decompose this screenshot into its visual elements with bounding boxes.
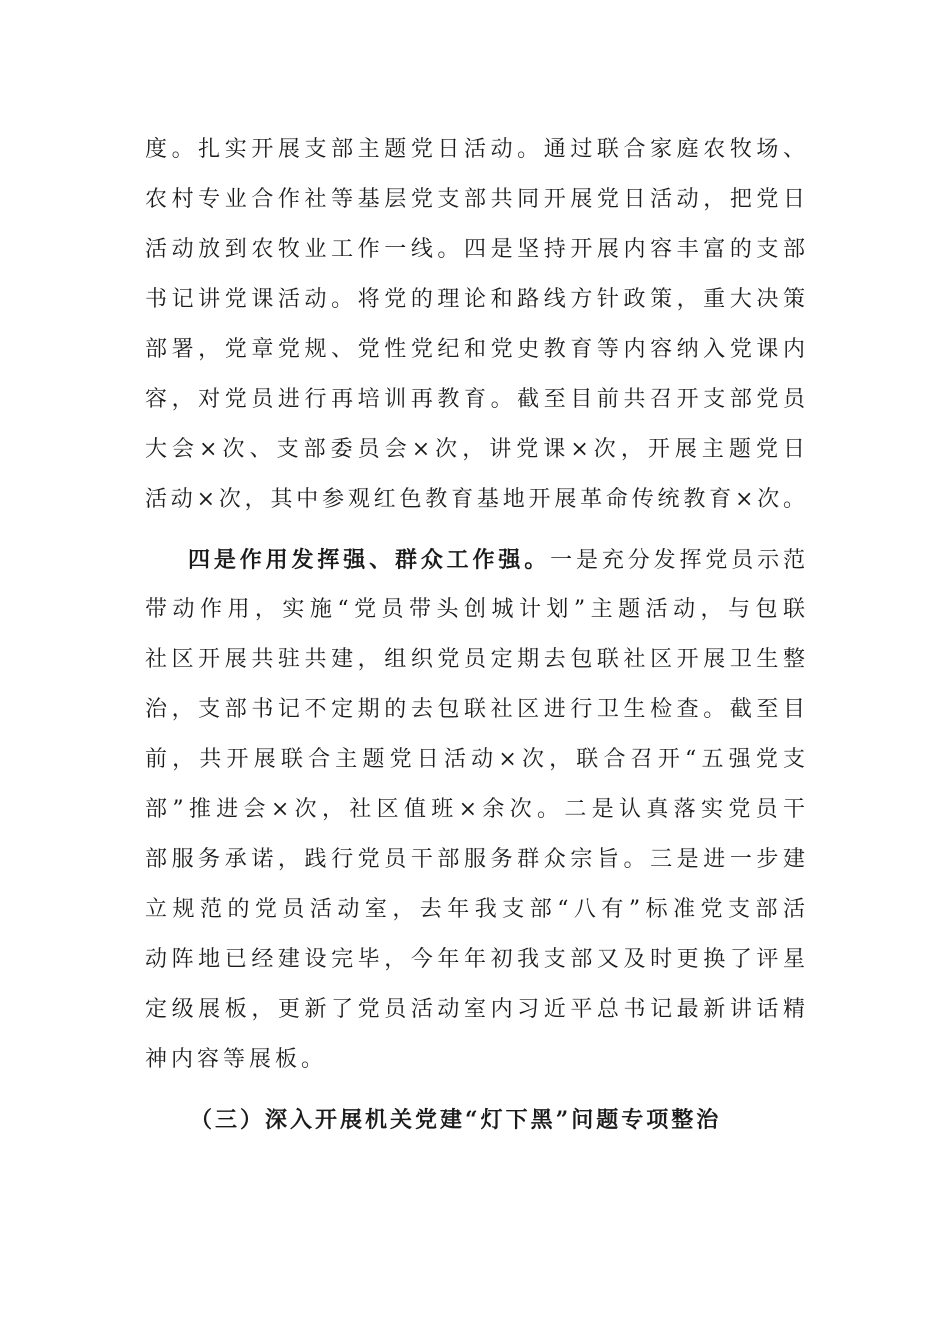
- text-line: 度。扎实开展支部主题党日活动。通过联合家庭农牧场、: [145, 137, 805, 162]
- text-line: 容，对党员进行再培训再教育。截至目前共召开支部党员: [145, 387, 805, 412]
- text-line-first: [145, 535, 805, 585]
- paragraph-1: [145, 125, 805, 525]
- text-line: 前，共开展联合主题党日活动×次，联合召开“五强党支: [145, 747, 805, 772]
- text-line: 活动×次，其中参观红色教育基地开展革命传统教育×次。: [145, 487, 805, 512]
- text-line: 活动放到农牧业工作一线。四是坚持开展内容丰富的支部: [145, 237, 805, 262]
- text-line-rest: 一是充分发挥党员示范: [550, 548, 805, 573]
- text-line: 治，支部书记不定期的去包联社区进行卫生检查。截至目: [145, 697, 805, 722]
- text-line: 定级展板，更新了党员活动室内习近平总书记最新讲话精: [145, 997, 805, 1022]
- paragraph-2: [145, 535, 805, 1085]
- text-line: 部服务承诺，践行党员干部服务群众宗旨。三是进一步建: [145, 847, 805, 872]
- text-line-last: 神内容等展板。: [145, 1047, 328, 1072]
- text-line: 立规范的党员活动室，去年我支部“八有”标准党支部活: [145, 897, 805, 922]
- text-line: 大会×次、支部委员会×次，讲党课×次，开展主题党日: [145, 437, 805, 462]
- text-line: 社区开展共驻共建，组织党员定期去包联社区开展卫生整: [145, 647, 805, 672]
- section-heading: （三）深入开展机关党建“灯下黑”问题专项整治: [190, 1107, 722, 1133]
- document-page: [145, 125, 805, 1145]
- text-line: 部”推进会×次，社区值班×余次。二是认真落实党员干: [145, 797, 805, 822]
- bold-lead: 四是作用发挥强、群众工作强。: [188, 547, 551, 573]
- text-line: 动阵地已经建设完毕，今年年初我支部又及时更换了评星: [145, 947, 805, 972]
- text-line: 书记讲党课活动。将党的理论和路线方针政策，重大决策: [145, 287, 805, 312]
- text-line: 农村专业合作社等基层党支部共同开展党日活动，把党日: [145, 187, 805, 212]
- text-line: 部署，党章党规、党性党纪和党史教育等内容纳入党课内: [145, 337, 805, 362]
- text-line: 带动作用，实施“党员带头创城计划”主题活动，与包联: [145, 597, 805, 622]
